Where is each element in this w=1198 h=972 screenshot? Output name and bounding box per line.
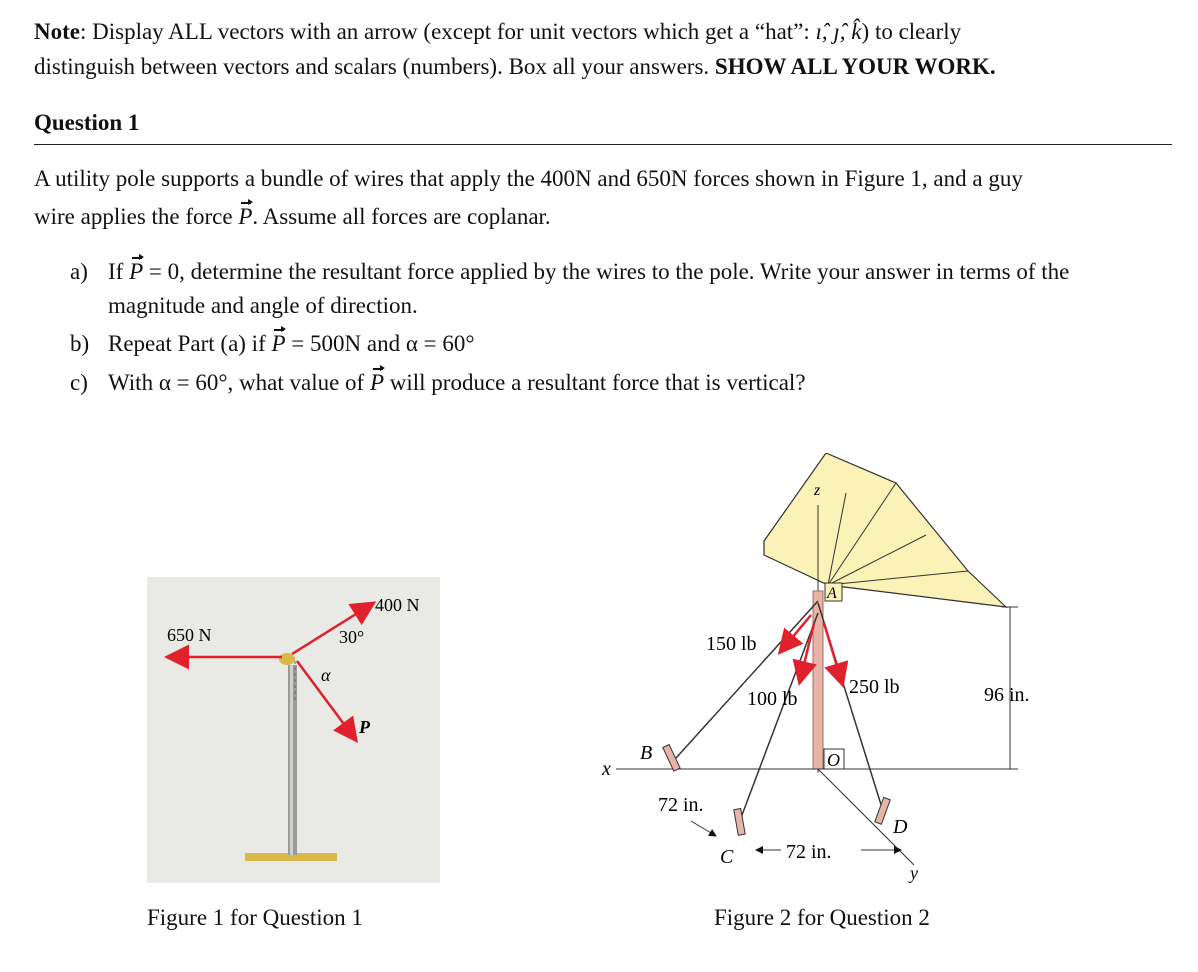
stake-d bbox=[875, 797, 890, 824]
label-400n: 400 N bbox=[375, 595, 420, 615]
question-para-line-2 bbox=[34, 200, 551, 233]
note-bold: SHOW ALL YOUR WORK. bbox=[714, 54, 996, 79]
pole-2 bbox=[813, 591, 823, 769]
figure-1 bbox=[147, 577, 440, 883]
figure-2-caption: Figure 2 for Question 2 bbox=[714, 905, 930, 930]
dim-72a-arrow bbox=[691, 821, 716, 836]
title-divider bbox=[34, 144, 1172, 145]
label-d: D bbox=[893, 816, 908, 838]
item-b-label: b) bbox=[70, 331, 90, 356]
note-text-2: distinguish between vectors and scalars (numbers). Box all your answers. bbox=[34, 54, 715, 79]
question-para-line-1: A utility pole supports a bundle of wires that apply the 400N and 650N forces shown in Figure 1, and a guy bbox=[34, 166, 1023, 191]
note-text-1-end: ) to clearly bbox=[861, 19, 962, 44]
item-a-post: = 0, determine the resultant force applied by the wires to the pole. Write your answer in terms of the bbox=[143, 259, 1070, 284]
item-c bbox=[70, 366, 806, 399]
label-a: A bbox=[827, 585, 837, 602]
item-c-label: c) bbox=[70, 370, 88, 395]
item-b-vector: P bbox=[271, 327, 285, 360]
figure-2-diagram bbox=[596, 453, 1062, 893]
item-a-vector: P bbox=[129, 255, 143, 288]
label-c: C bbox=[720, 846, 734, 868]
question-title: Question 1 bbox=[34, 110, 140, 135]
canopy bbox=[764, 453, 1006, 607]
item-b-pre: Repeat Part (a) if bbox=[108, 331, 272, 356]
force-250-arrow bbox=[824, 623, 842, 683]
note-line-1 bbox=[34, 15, 961, 48]
wire-ab bbox=[676, 601, 818, 758]
label-100lb: 100 lb bbox=[747, 688, 798, 710]
unit-vectors: ı̂, ȷ̂, k̂ bbox=[815, 19, 862, 44]
label-72in-b: 72 in. bbox=[786, 841, 832, 863]
figure-2 bbox=[596, 453, 1062, 893]
note-text-1: : Display ALL vectors with an arrow (except for unit vectors which get a “hat”: bbox=[79, 19, 816, 44]
label-30deg: 30° bbox=[339, 627, 365, 647]
pole-highlight bbox=[290, 665, 293, 855]
item-a bbox=[70, 255, 1069, 288]
label-z: z bbox=[814, 482, 821, 499]
label-x: x bbox=[602, 758, 611, 780]
force-100-arrow bbox=[800, 623, 814, 681]
figure-1-caption: Figure 1 for Question 1 bbox=[147, 905, 363, 930]
label-72in-a: 72 in. bbox=[658, 794, 704, 816]
label-96in: 96 in. bbox=[984, 684, 1030, 706]
para2-post: . Assume all forces are coplanar. bbox=[252, 204, 551, 229]
item-a-label: a) bbox=[70, 259, 88, 284]
figure-1-diagram bbox=[147, 577, 440, 883]
label-150lb: 150 lb bbox=[706, 633, 757, 655]
stake-b bbox=[663, 745, 680, 772]
label-650n: 650 N bbox=[167, 625, 212, 645]
note-line-2 bbox=[34, 50, 996, 83]
item-b bbox=[70, 327, 475, 360]
item-c-pre: With α = 60°, what value of bbox=[108, 370, 370, 395]
item-c-post: will produce a resultant force that is vertical? bbox=[384, 370, 806, 395]
label-alpha: α bbox=[321, 665, 331, 685]
label-o: O bbox=[827, 750, 840, 770]
label-y: y bbox=[910, 863, 918, 883]
item-a-cont: magnitude and angle of direction. bbox=[108, 293, 418, 318]
label-250lb: 250 lb bbox=[849, 676, 900, 698]
label-p: P bbox=[359, 717, 370, 737]
para2-pre: wire applies the force bbox=[34, 204, 239, 229]
note-label: Note bbox=[34, 19, 80, 44]
item-c-vector: P bbox=[370, 366, 384, 399]
item-b-post: = 500N and α = 60° bbox=[285, 331, 475, 356]
item-a-pre: If bbox=[108, 259, 130, 284]
label-b: B bbox=[640, 742, 653, 764]
vector-p: P bbox=[238, 200, 252, 233]
